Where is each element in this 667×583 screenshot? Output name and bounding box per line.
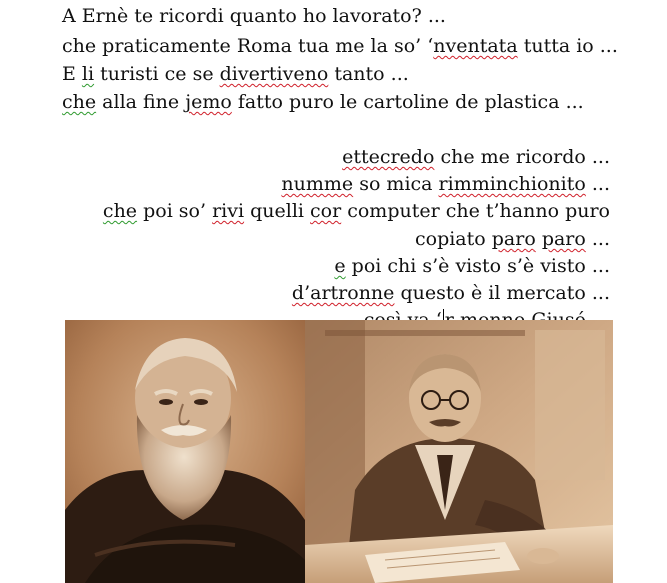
text-line — [62, 4, 446, 28]
text-line — [334, 254, 610, 278]
photo-man-at-desk — [305, 320, 613, 583]
text-segment: poi so’ — [137, 200, 213, 222]
spelling-flagged-word: ettecredo — [342, 146, 435, 168]
text-line — [292, 281, 610, 305]
text-segment: ... — [585, 228, 610, 250]
text-line — [62, 90, 584, 114]
spelling-flagged-word: paro — [491, 228, 536, 250]
spelling-flagged-word: d’artronne — [291, 282, 395, 304]
grammar-flagged-word: che — [62, 91, 97, 113]
text-line — [103, 199, 610, 223]
grammar-flagged-word: li — [81, 63, 95, 85]
text-segment: A Ernè te ricordi quanto ho lavorato? ... — [62, 5, 446, 27]
spelling-flagged-word: rivi — [212, 200, 245, 222]
text-line — [342, 145, 610, 169]
photo-bearded-man — [65, 320, 305, 583]
text-segment: poi chi s’è visto s’è visto ... — [345, 255, 610, 277]
text-segment: computer che t’hanno puro — [341, 200, 610, 222]
text-segment: che praticamente Roma tua me la so’ ‘ — [62, 35, 434, 57]
sepia-portrait-icon — [65, 320, 305, 583]
spelling-flagged-word: nventata — [433, 35, 518, 57]
spelling-flagged-word: numme — [281, 173, 354, 195]
sepia-portrait-icon — [305, 320, 613, 583]
spelling-flagged-word: cor — [310, 200, 342, 222]
text-segment: fatto puro le cartoline de plastica ... — [231, 91, 584, 113]
text-segment: tanto ... — [328, 63, 409, 85]
spelling-flagged-word: rimminchionito — [438, 173, 586, 195]
text-line — [62, 34, 618, 58]
text-line — [62, 62, 409, 86]
text-line — [281, 172, 610, 196]
text-segment: copiato — [414, 228, 492, 250]
grammar-flagged-word: che — [102, 200, 138, 222]
text-segment: turisti ce se — [94, 63, 220, 85]
text-line — [415, 227, 610, 251]
text-segment: E — [62, 63, 82, 85]
text-segment: ... — [585, 173, 610, 195]
spelling-flagged-word: divertiveno — [219, 63, 329, 85]
text-segment: so mica — [353, 173, 439, 195]
text-segment: quelli — [244, 200, 311, 222]
grammar-flagged-word: e — [334, 255, 346, 277]
text-segment: questo è il mercato ... — [394, 282, 610, 304]
photo-collage — [65, 320, 613, 583]
spelling-flagged-word: jemo — [185, 91, 232, 113]
text-segment: alla fine — [96, 91, 186, 113]
spelling-flagged-word: paro — [541, 228, 586, 250]
text-segment: che me ricordo ... — [434, 146, 610, 168]
text-segment: tutta io ... — [517, 35, 618, 57]
